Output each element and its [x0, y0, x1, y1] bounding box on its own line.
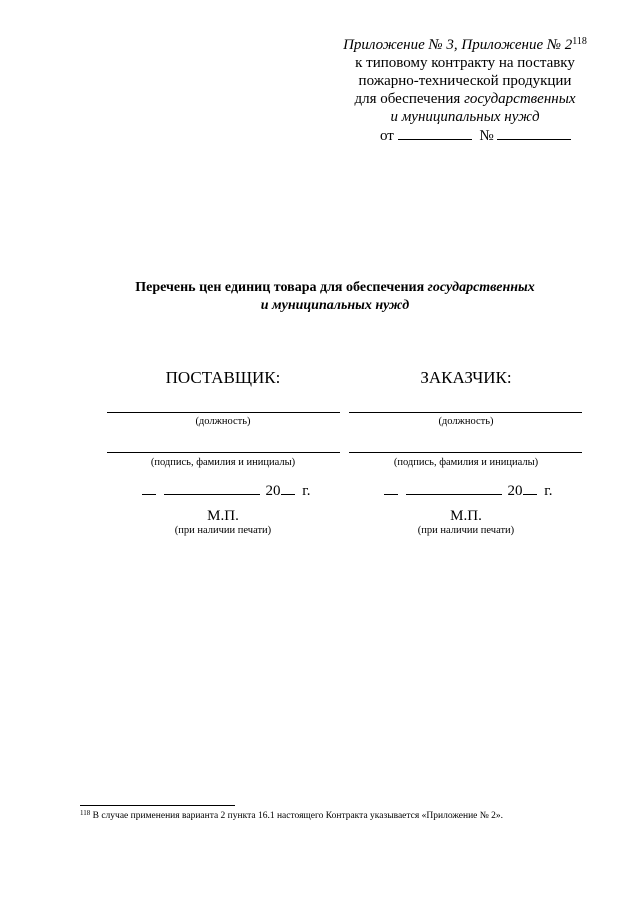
- annex-date-number-row: от №: [380, 126, 571, 145]
- supplier-signature-caption: (подпись, фамилия и инициалы): [150, 457, 296, 468]
- customer-date-row: 20 г.: [384, 481, 552, 500]
- supplier-date-row: 20 г.: [142, 481, 310, 500]
- annex-line-5: и муниципальных нужд: [390, 109, 540, 125]
- annex-line-2: к типовому контракту на поставку: [355, 55, 575, 71]
- number-blank-line: [497, 126, 571, 140]
- supplier-seal-mark: М.П.: [207, 508, 239, 524]
- annex-header: [330, 36, 600, 126]
- supplier-position-caption: (должность): [195, 416, 251, 427]
- annex-title: Приложение № 3, Приложение № $2^{118}$: [343, 36, 587, 53]
- supplier-seal-caption: (при наличии печати): [174, 525, 272, 536]
- supplier-position-line: [107, 412, 340, 413]
- customer-position-caption: (должность): [438, 416, 494, 427]
- date-blank-line: [398, 126, 472, 140]
- supplier-heading: ПОСТАВЩИК:: [165, 368, 281, 387]
- annex-line-4: для обеспечения государственных: [354, 91, 576, 107]
- customer-seal-mark: М.П.: [450, 508, 482, 524]
- footnote: $^{118}$ В случае применения варианта 2 пункта 16.1 настоящего Контракта указывается «Приложение № 2».: [80, 809, 504, 821]
- document-title: Перечень цен единиц товара для обеспечения государственных и муниципальных нужд: [135, 280, 535, 313]
- customer-signature-caption: (подпись, фамилия и инициалы): [393, 457, 539, 468]
- customer-seal-caption: (при наличии печати): [417, 525, 515, 536]
- supplier-signature-line: [107, 452, 340, 453]
- footnote-separator: [80, 805, 235, 806]
- customer-position-line: [349, 412, 582, 413]
- customer-heading: ЗАКАЗЧИК:: [420, 368, 512, 387]
- footnote-reference: 118: [572, 36, 587, 47]
- annex-line-3: пожарно-технической продукции: [358, 73, 572, 89]
- customer-signature-line: [349, 452, 582, 453]
